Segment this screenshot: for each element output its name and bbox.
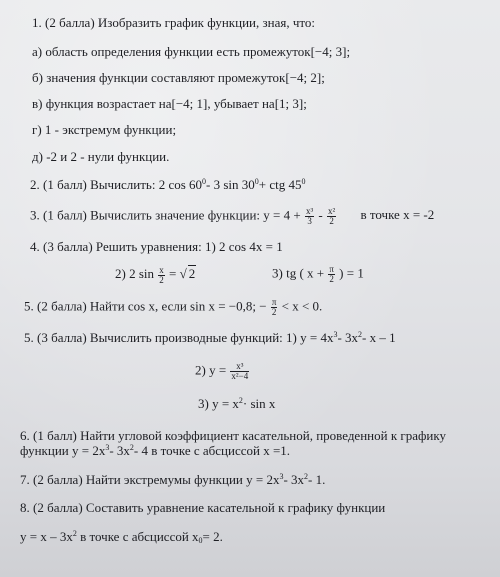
fraction-x2-over-2: $\frac{\text{x²}}{2}$ bbox=[328, 206, 336, 226]
problem-1-b: б) значения функции составляют промежуток[−4; 2]; bbox=[32, 70, 325, 85]
problem-8-line2: $y = x - 3x^2$ в точке с абсциссой $x_0= 2$. bbox=[20, 529, 223, 545]
problem-3: 3. (1 балл) Вычислить значение функции: y = 4 + $\frac{\text{x³}}{3}$ - $\frac{\text{x²}}{2}$ в точке x = -2 bbox=[30, 206, 435, 226]
problem-5-cos: 5. (2 балла) Найти cos x, если sin x = −0,8; − $\frac{\pi}{2}$ < x < 0. bbox=[24, 297, 323, 317]
problem-5-eq3: 3) $y = x^2\cdot \sin x$ bbox=[198, 396, 276, 411]
problem-4-eq2: 2) 2 sin $\frac{x}{2}$ = √ 2 bbox=[115, 264, 196, 285]
problem-2: 2. (1 балл) Вычислить: 2 $\cos 60^0-$ 3 $\sin 30^0+$ ctg $45^0$ bbox=[30, 177, 306, 192]
problem-5-derivatives: 5. (3 балла) Вычислить производные функций: 1) $y = 4x^3-$ $3x^2-$ x – 1 bbox=[24, 330, 396, 345]
problem-6-line1: 6. (1 балл) Найти угловой коэффициент касательной, проведенной к графику bbox=[20, 428, 447, 443]
problem-8-line1: 8. (2 балла) Составить уравнение касательной к графику функции bbox=[20, 500, 386, 515]
problem-1-a: а) область определения функции есть промежуток[−4; 3]; bbox=[32, 44, 351, 59]
problem-1-d: г) 1 - экстремум функции; bbox=[32, 122, 177, 137]
problem-1-title: 1. (2 балла) Изобразить график функции, зная, что: bbox=[32, 15, 315, 30]
problem-4-eq3: 3) tg ( x + $\frac{\pi}{2}$ ) = 1 bbox=[272, 264, 364, 284]
problem-6-line2: функции $y = 2x^3-$ $3x^2-$ 4 в точке с абсциссой x =1. bbox=[20, 443, 291, 458]
fraction-x3-over-3: $\frac{\text{x³}}{3}$ bbox=[305, 206, 314, 226]
problem-1-c: в) функция возрастает на[−4; 1], убывает на[1; 3]; bbox=[32, 96, 307, 111]
problem-4-title: 4. (3 балла) Решить уравнения: 1) 2 cos 4x = 1 bbox=[30, 239, 283, 254]
problem-5-eq2: 2) y = $\frac{\text{x³}}{\text{x²−4}}$ bbox=[195, 361, 249, 381]
problem-1-e: д) -2 и 2 - нули функции. bbox=[32, 149, 170, 164]
problem-7: 7. (2 балла) Найти экстремумы функции $y = 2x^3-$ $3x^2-$ 1. bbox=[20, 472, 326, 487]
